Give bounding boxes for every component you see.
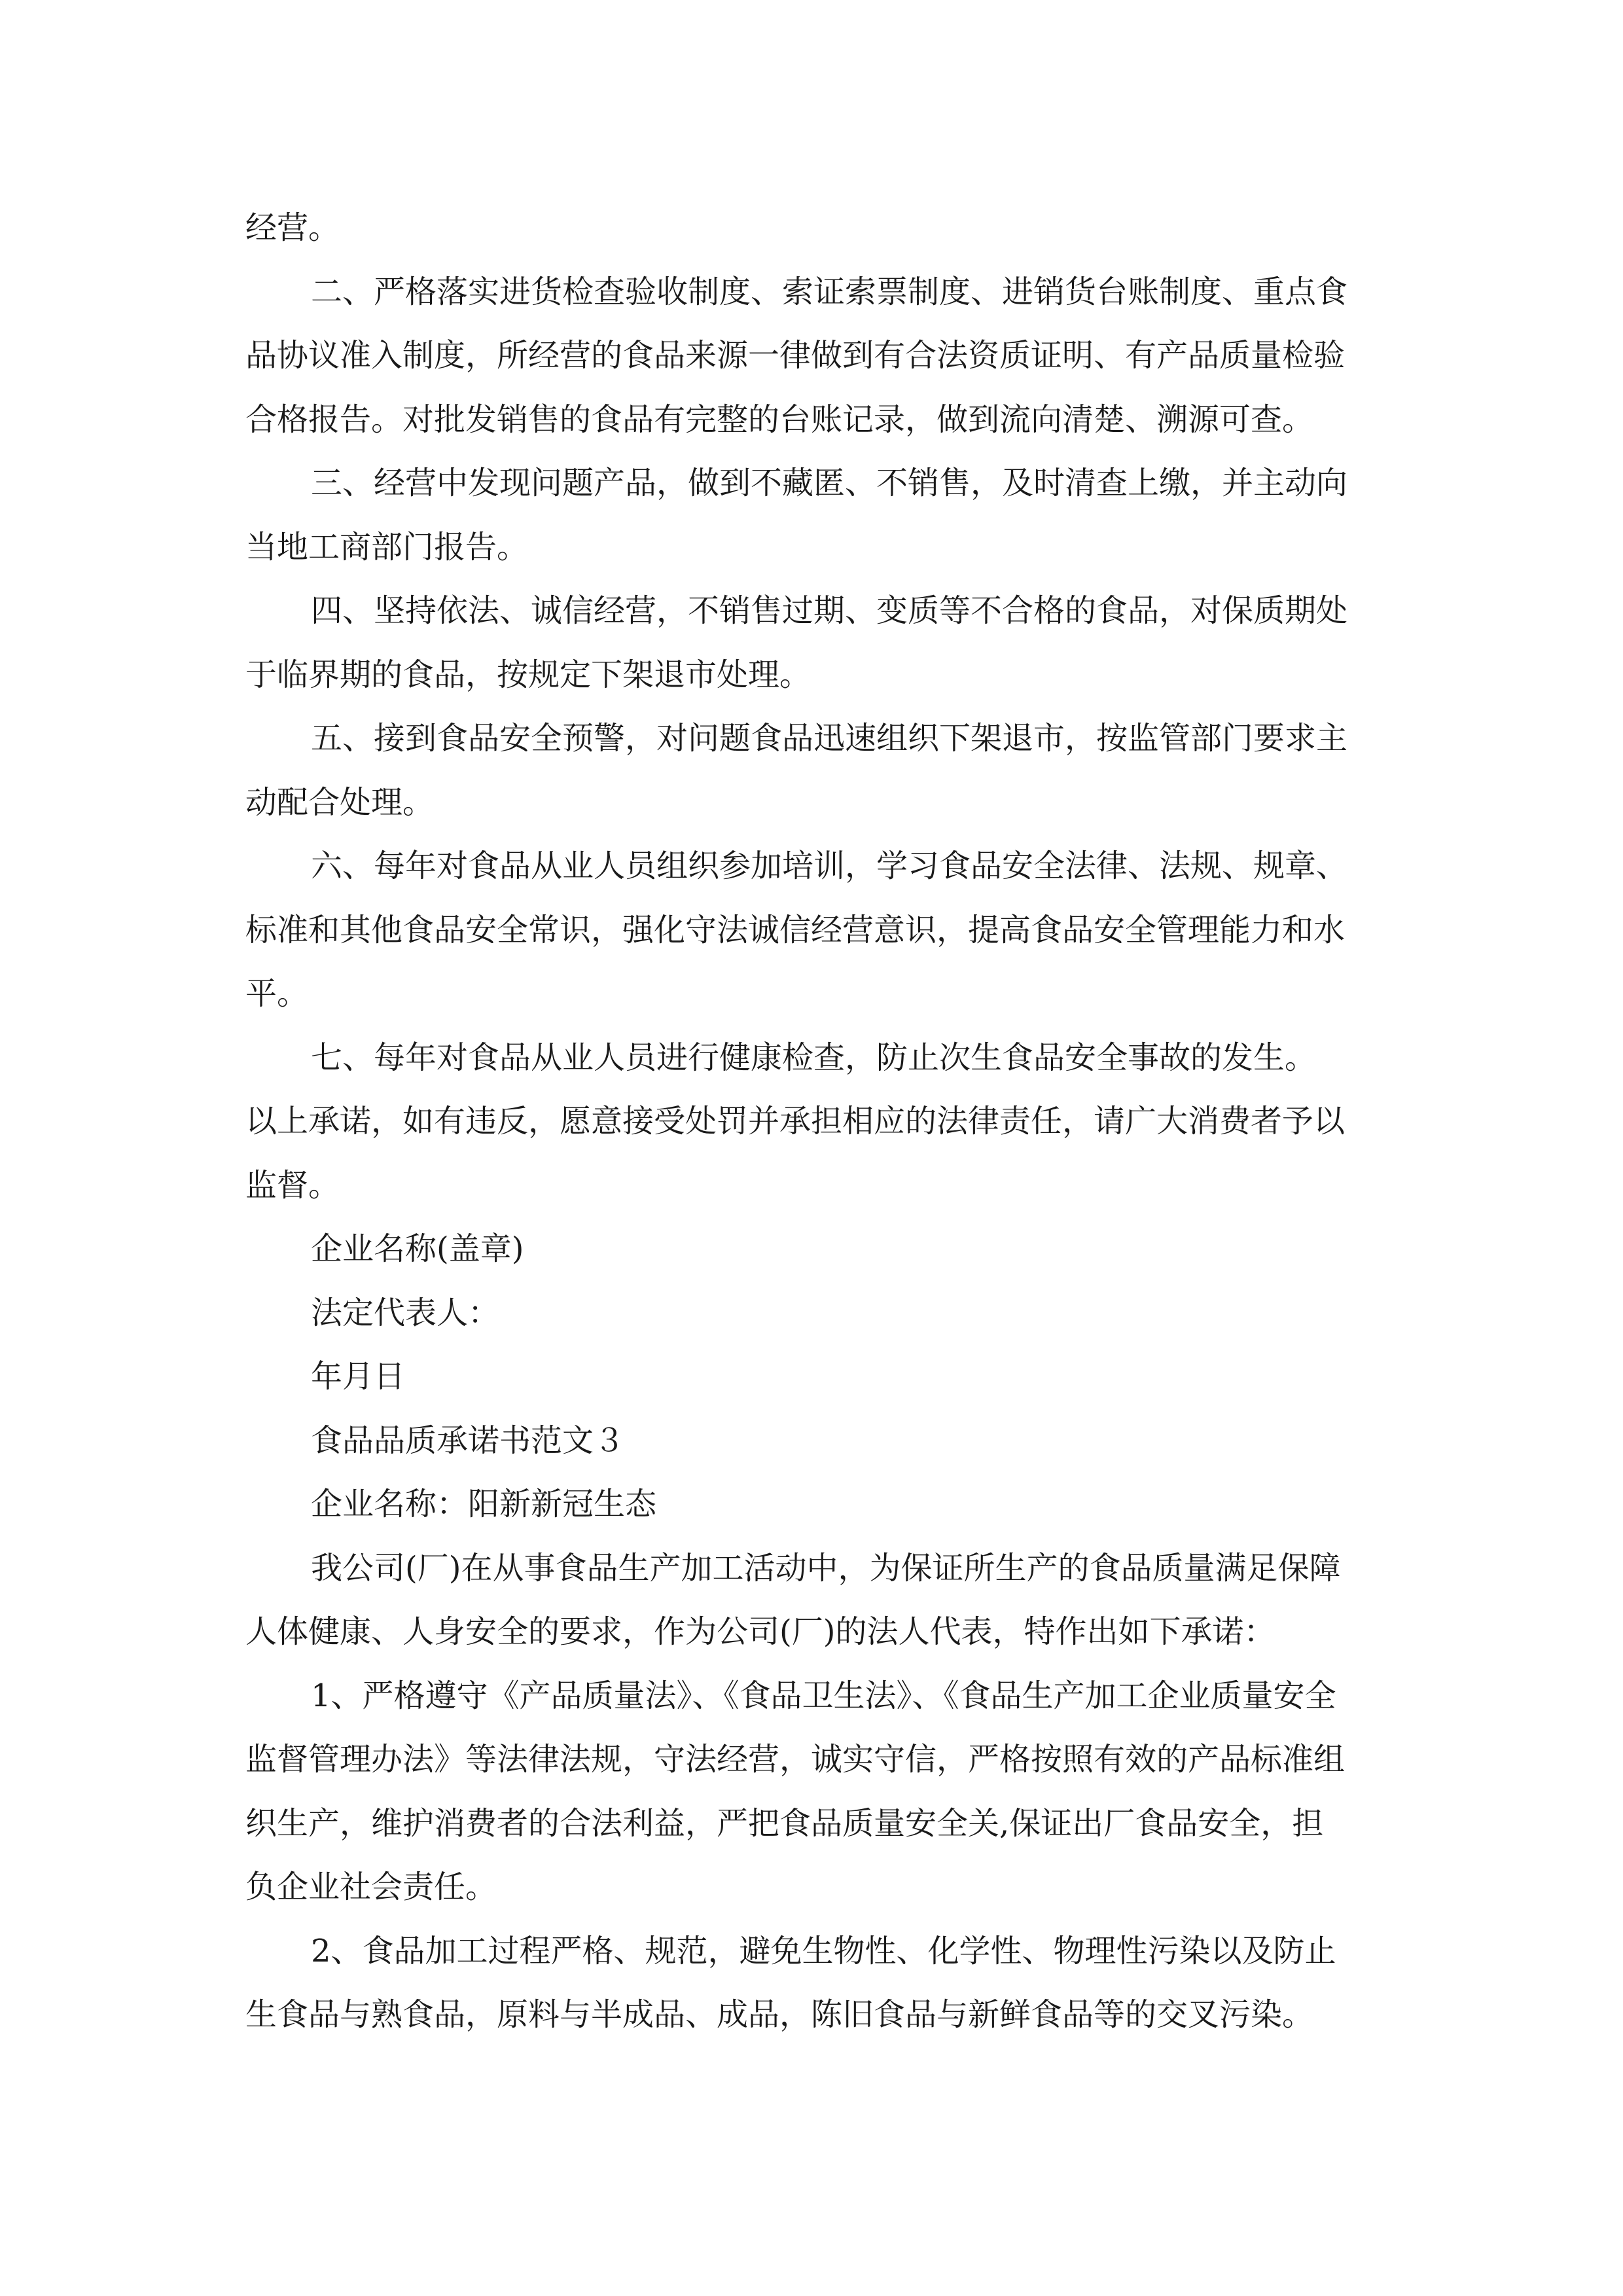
text-line: 我公司(厂)在从事食品生产加工活动中，为保证所生产的食品质量满足保障: [311, 1549, 1341, 1587]
text-line: 平。: [245, 975, 309, 1012]
text-line: 品协议准入制度，所经营的食品来源一律做到有合法资质证明、有产品质量检验: [245, 337, 1346, 374]
legal-representative-line: 法定代表人：: [311, 1294, 500, 1331]
section-title: 食品品质承诺书范文３: [311, 1422, 626, 1459]
date-line: 年月日: [311, 1358, 406, 1395]
text-line: 负企业社会责任。: [245, 1869, 497, 1905]
text-line: 2、食品加工过程严格、规范，避免生物性、化学性、物理性污染以及防止: [311, 1932, 1336, 1969]
text-line: 织生产，维护消费者的合法利益，严把食品质量安全关,保证出厂食品安全，担: [245, 1804, 1324, 1842]
text-line: 监督。: [245, 1166, 340, 1204]
text-line: 四、坚持依法、诚信经营，不销售过期、变质等不合格的食品，对保质期处: [311, 592, 1348, 629]
text-line: 监督管理办法》等法律法规，守法经营，诚实守信，严格按照有效的产品标准组: [245, 1741, 1346, 1778]
text-line: 七、每年对食品从业人员进行健康检查，防止次生食品安全事故的发生。: [311, 1039, 1317, 1076]
text-line: 当地工商部门报告。: [245, 528, 529, 565]
text-line: 经营。: [245, 209, 340, 246]
text-line: 于临界期的食品，按规定下架退市处理。: [245, 656, 812, 693]
text-line: 以上承诺，如有违反，愿意接受处罚并承担相应的法律责任，请广大消费者予以: [245, 1103, 1346, 1139]
company-name-seal-line: 企业名称(盖章): [311, 1230, 524, 1267]
text-line: 合格报告。对批发销售的食品有完整的台账记录，做到流向清楚、溯源可查。: [245, 401, 1314, 438]
text-line: 人体健康、人身安全的要求，作为公司(厂)的法人代表，特作出如下承诺：: [245, 1613, 1275, 1650]
company-name-line: 企业名称：阳新新冠生态: [311, 1486, 657, 1522]
text-line: 六、每年对食品从业人员组织参加培训，学习食品安全法律、法规、规章、: [311, 848, 1348, 884]
text-line: 动配合处理。: [245, 783, 435, 821]
document-page: [245, 196, 1384, 2047]
text-line: 三、经营中发现问题产品，做到不藏匿、不销售，及时清查上缴，并主动向: [311, 465, 1348, 501]
text-line: 1、严格遵守《产品质量法》、《食品卫生法》、《食品生产加工企业质量安全: [311, 1677, 1336, 1714]
text-line: 五、接到食品安全预警，对问题食品迅速组织下架退市，按监管部门要求主: [311, 720, 1348, 757]
text-line: 生食品与熟食品，原料与半成品、成品，陈旧食品与新鲜食品等的交叉污染。: [245, 1996, 1314, 2033]
text-line: 二、严格落实进货检查验收制度、索证索票制度、进销货台账制度、重点食: [311, 273, 1348, 310]
text-line: 标准和其他食品安全常识，强化守法诚信经营意识，提高食品安全管理能力和水: [245, 911, 1346, 948]
